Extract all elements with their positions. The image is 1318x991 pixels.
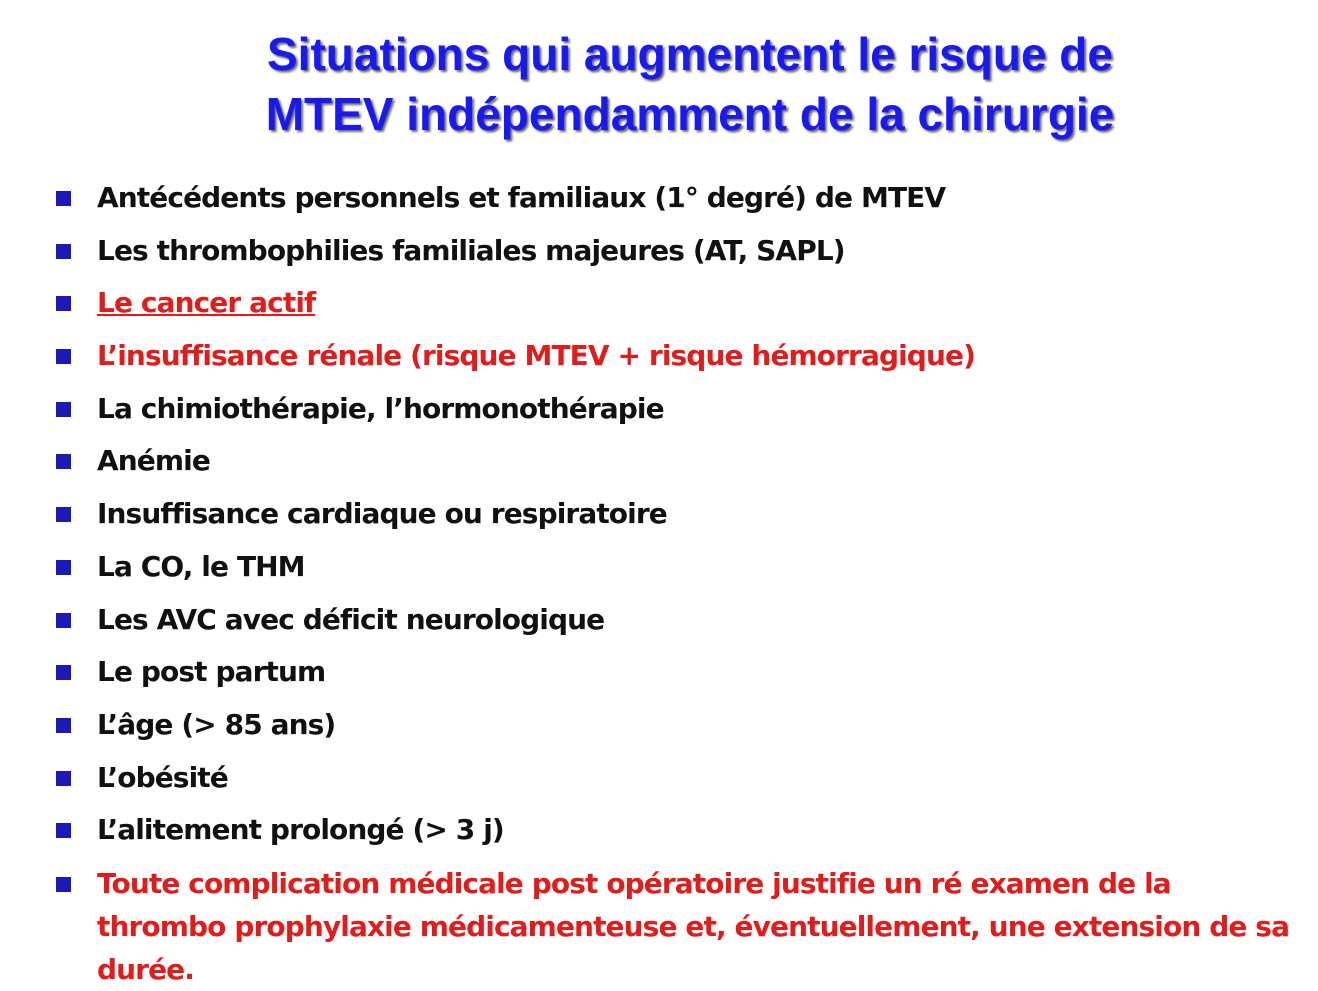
list-item xyxy=(54,646,1294,699)
list-item-highlighted xyxy=(54,857,1294,991)
square-bullet-icon xyxy=(56,507,71,522)
list-item xyxy=(54,541,1294,594)
title-line-2: MTEV indépendamment de la chirurgie xyxy=(265,88,1115,140)
list-item xyxy=(54,435,1294,488)
list-item-text: Toute complication médicale post opératoire justifie un ré examen de la thrombo prophylaxie médicamenteuse et, éventuellement, une extension de sa durée. xyxy=(97,866,1290,986)
list-item-text: La CO, le THM xyxy=(97,549,305,583)
square-bullet-icon xyxy=(56,877,71,892)
square-bullet-icon xyxy=(56,244,71,259)
square-bullet-icon xyxy=(56,402,71,417)
square-bullet-icon xyxy=(56,665,71,680)
square-bullet-icon xyxy=(56,349,71,364)
list-item-text: Les thrombophilies familiales majeures (AT, SAPL) xyxy=(97,233,845,267)
list-item xyxy=(54,225,1294,278)
list-item-text: L’âge (> 85 ans) xyxy=(97,707,336,741)
list-item xyxy=(54,804,1294,857)
list-item-text: L’obésité xyxy=(97,760,228,794)
list-item xyxy=(54,172,1294,225)
list-item xyxy=(54,594,1294,647)
list-item-text: Le cancer actif xyxy=(97,286,316,320)
list-item-text: Le post partum xyxy=(97,655,326,689)
list-item-text: Antécédents personnels et familiaux (1° degré) de MTEV xyxy=(97,181,946,214)
list-item-text: Insuffisance cardiaque ou respiratoire xyxy=(97,497,667,531)
list-item-text: La chimiothérapie, l’hormonothérapie xyxy=(97,391,664,425)
square-bullet-icon xyxy=(56,613,71,628)
list-item xyxy=(54,383,1294,436)
list-item-text: L’insuffisance rénale (risque MTEV + risque hémorragique) xyxy=(97,339,975,373)
title-line-1: Situations qui augmentent le risque de xyxy=(267,28,1113,80)
list-item-text: Anémie xyxy=(97,444,210,478)
square-bullet-icon xyxy=(56,454,71,469)
list-item-text: Les AVC avec déficit neurologique xyxy=(97,602,605,636)
list-item xyxy=(54,752,1294,805)
list-item xyxy=(54,699,1294,752)
square-bullet-icon xyxy=(56,296,71,311)
list-item-highlighted xyxy=(54,330,1294,383)
slide-title xyxy=(140,24,1240,144)
square-bullet-icon xyxy=(56,718,71,733)
list-item-text: L’alitement prolongé (> 3 j) xyxy=(97,813,504,847)
risk-factor-list xyxy=(54,172,1294,991)
list-item-highlighted xyxy=(54,277,1294,330)
square-bullet-icon xyxy=(56,823,71,838)
square-bullet-icon xyxy=(56,560,71,575)
list-item xyxy=(54,488,1294,541)
square-bullet-icon xyxy=(56,771,71,786)
square-bullet-icon xyxy=(56,191,71,206)
